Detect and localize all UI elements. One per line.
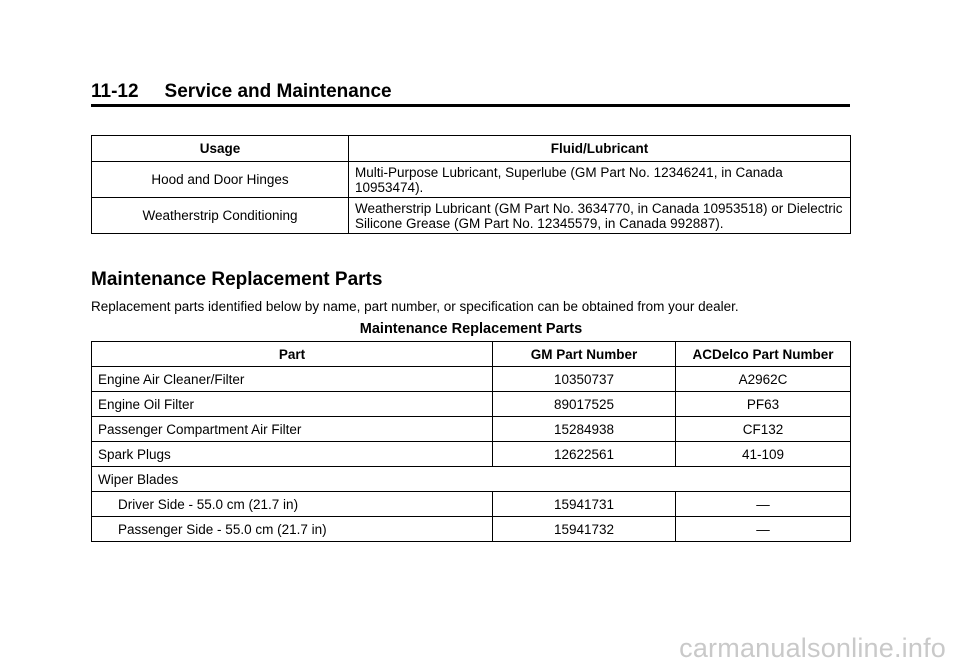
acdelco-number-cell: A2962C [676, 367, 851, 392]
table-row [92, 417, 851, 442]
acdelco-number-cell: CF132 [676, 417, 851, 442]
table-header-row [92, 342, 851, 367]
gm-number-cell: 15284938 [493, 417, 676, 442]
gm-number-cell: 89017525 [493, 392, 676, 417]
part-cell: Driver Side - 55.0 cm (21.7 in) [92, 492, 493, 517]
table-row [92, 367, 851, 392]
table-caption: Maintenance Replacement Parts [359, 321, 583, 337]
column-header-fluid: Fluid/Lubricant [349, 136, 851, 162]
gm-number-cell: 15941731 [493, 492, 676, 517]
table-group-row [92, 467, 851, 492]
column-header-gm: GM Part Number [493, 342, 676, 367]
gm-number-cell: 12622561 [493, 442, 676, 467]
replacement-parts-table [91, 341, 851, 542]
acdelco-number-cell: — [676, 492, 851, 517]
part-cell: Passenger Side - 55.0 cm (21.7 in) [92, 517, 493, 542]
usage-cell: Hood and Door Hinges [92, 162, 349, 198]
acdelco-number-cell: — [676, 517, 851, 542]
table-row [92, 392, 851, 417]
gm-number-cell: 10350737 [493, 367, 676, 392]
table-row [92, 442, 851, 467]
gm-number-cell: 15941732 [493, 517, 676, 542]
column-header-acdelco: ACDelco Part Number [676, 342, 851, 367]
acdelco-number-cell: PF63 [676, 392, 851, 417]
table-row [92, 492, 851, 517]
part-cell: Passenger Compartment Air Filter [92, 417, 493, 442]
acdelco-number-cell: 41-109 [676, 442, 851, 467]
chapter-title: Service and Maintenance [164, 81, 392, 102]
fluid-lubricant-table [91, 135, 851, 234]
table-row [92, 162, 851, 198]
column-header-usage: Usage [92, 136, 349, 162]
table-header-row [92, 136, 851, 162]
column-header-part: Part [92, 342, 493, 367]
usage-cell: Weatherstrip Conditioning [92, 198, 349, 234]
group-label-cell: Wiper Blades [92, 467, 851, 492]
part-cell: Engine Oil Filter [92, 392, 493, 417]
part-cell: Engine Air Cleaner/Filter [92, 367, 493, 392]
page-header [91, 82, 850, 107]
watermark: carmanualsonline.info [679, 633, 946, 663]
table-row [92, 198, 851, 234]
part-cell: Spark Plugs [92, 442, 493, 467]
fluid-cell: Weatherstrip Lubricant (GM Part No. 3634770, in Canada 10953518) or Dielectric Silicone Grease (GM Part No. 12345579, in Canada 992887). [349, 198, 851, 234]
page-number: 11-12 [91, 81, 139, 102]
table-row [92, 517, 851, 542]
section-intro: Replacement parts identified below by name, part number, or specification can be obtained from your dealer. [91, 299, 739, 314]
fluid-cell: Multi-Purpose Lubricant, Superlube (GM Part No. 12346241, in Canada 10953474). [349, 162, 851, 198]
section-title: Maintenance Replacement Parts [91, 269, 383, 290]
